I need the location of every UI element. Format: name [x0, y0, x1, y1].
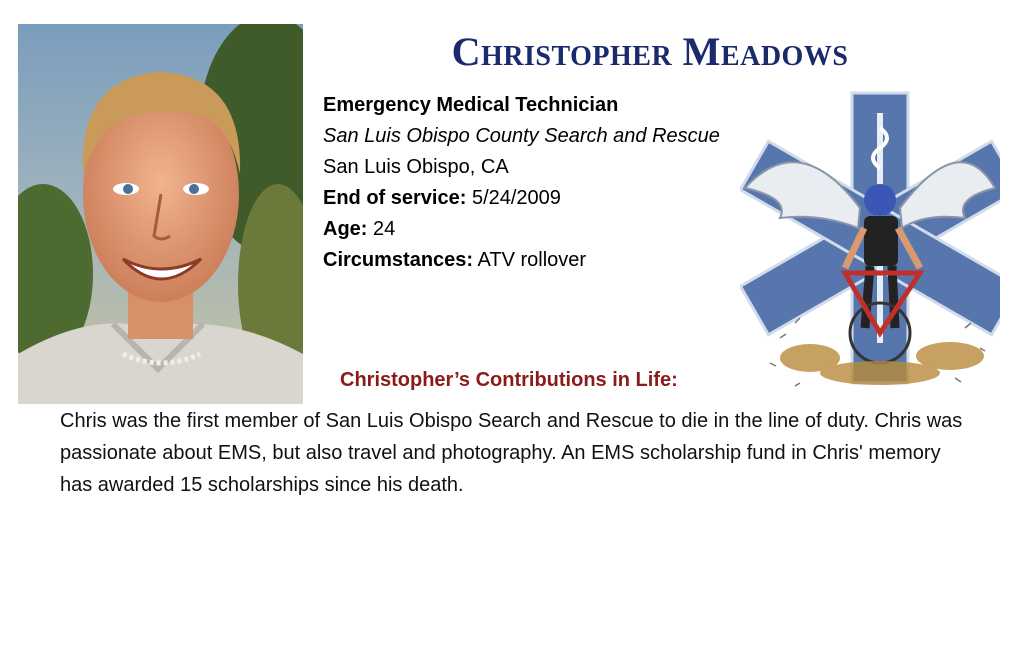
circumstances-row	[323, 245, 720, 276]
circumstances-value: ATV rollover	[477, 249, 587, 271]
job-title: Emergency Medical Technician	[323, 94, 619, 116]
portrait-illustration	[18, 24, 303, 404]
circumstances-label: Circumstances:	[323, 249, 474, 271]
contributions-body: Chris was the first member of San Luis Obispo Search and Rescue to die in the line of duty. Chris was passionate about EMS, but also travel and photography. An EMS scholarship fund in Chris' memory has awarded 15 scholarships since his death.	[60, 410, 963, 496]
star-of-life-icon	[740, 88, 1000, 388]
end-of-service-row	[323, 183, 720, 214]
end-of-service-label: End of service:	[323, 187, 467, 209]
location: San Luis Obispo, CA	[323, 156, 509, 178]
age-row	[323, 214, 720, 245]
end-of-service-value: 5/24/2009	[471, 187, 561, 209]
portrait-photo	[18, 24, 303, 404]
star-of-life-cyclist-emblem	[740, 88, 1000, 388]
age-value: 24	[373, 218, 396, 240]
organization: San Luis Obispo County Search and Rescue	[323, 125, 720, 147]
details-block	[323, 90, 720, 276]
contributions-title: Christopher’s Contributions in Life:	[340, 369, 678, 391]
age-label: Age:	[323, 218, 368, 240]
person-name: Christopher Meadows	[451, 29, 849, 74]
